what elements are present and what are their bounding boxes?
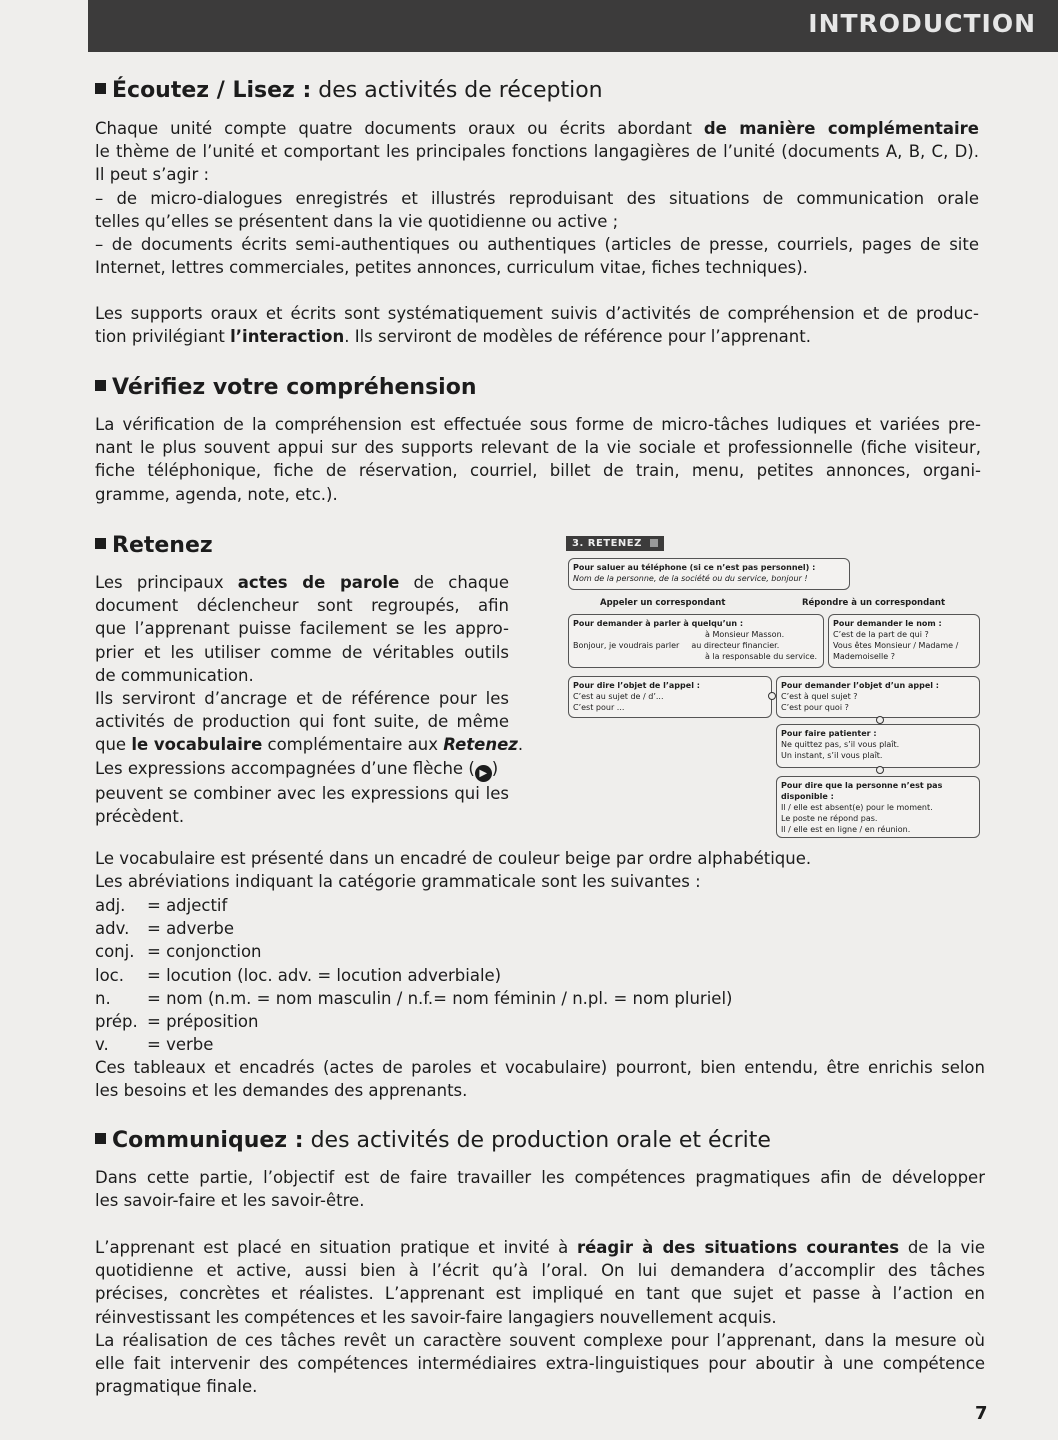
text-line: Le vocabulaire est présenté dans un encadré de couleur beige par ordre alphabétique. bbox=[95, 849, 812, 868]
figure-box-greeting: Pour saluer au téléphone (si ce n’est pas personnel) : Nom de la personne, de la société ou du service, bonjour ! bbox=[568, 558, 850, 590]
abbreviation-row: adj. = adjectif bbox=[95, 896, 228, 915]
paragraph-communiquez-1 bbox=[95, 1166, 985, 1212]
text-line: Les expressions accompagnées d’une flèche ( ▶ ) bbox=[95, 757, 509, 782]
heading-ecoutez: Écoutez / Lisez : des activités de réception bbox=[95, 78, 603, 103]
figure-box-call-purpose: Pour dire l’objet de l’appel : C’est au sujet de / d’... C’est pour ... bbox=[568, 676, 772, 718]
connector-dot bbox=[876, 716, 884, 724]
heading-retenez: Retenez bbox=[95, 533, 213, 558]
heading-communiquez: Communiquez : des activités de production orale et écrite bbox=[95, 1128, 771, 1153]
paragraph-retenez-1 bbox=[95, 571, 524, 828]
text-line: Dans cette partie, l’objectif est de faire travailler les compétences pragmatiques afin de développer bbox=[95, 1168, 985, 1187]
abbreviation-row: v. = verbe bbox=[95, 1035, 214, 1055]
abbreviation-row: adv. = adverbe bbox=[95, 919, 234, 939]
paragraph-retenez-3 bbox=[95, 1056, 985, 1102]
text-line: que le vocabulaire complémentaire aux Retenez. bbox=[95, 735, 524, 755]
text-line: de communication. bbox=[95, 665, 254, 685]
paragraph-communiquez-2 bbox=[95, 1236, 985, 1398]
text-line: Les principaux actes de parole de chaque bbox=[95, 573, 509, 592]
square-bullet-icon bbox=[95, 83, 106, 94]
text-line: pragmatique finale. bbox=[95, 1377, 258, 1397]
text-line: que l’apprenant puisse facilement se les appro- bbox=[95, 619, 509, 639]
abbreviation-row: prép. = préposition bbox=[95, 1012, 259, 1032]
retenez-example-figure bbox=[566, 536, 982, 842]
figure-caption-right: Répondre à un correspondant bbox=[802, 598, 946, 608]
text-line: – de micro-dialogues enregistrés et illustrés reproduisant des situations de communication orale bbox=[95, 188, 979, 208]
text-line: précises, concrètes et réalistes. L’apprenant est impliqué en tant que sujet et passe à l’action en bbox=[95, 1284, 985, 1304]
square-bullet-icon bbox=[95, 538, 106, 549]
text-line: La réalisation de ces tâches revêt un caractère souvent complexe pour l’apprenant, dans la mesure où bbox=[95, 1330, 985, 1350]
text-line: La vérification de la compréhension est effectuée sous forme de micro-tâches ludiques et variées pre- bbox=[95, 415, 981, 434]
figure-box-ask-purpose: Pour demander l’objet d’un appel : C’est à quel sujet ? C’est pour quoi ? bbox=[776, 676, 980, 718]
text-line: telles qu’elles se présentent dans la vie quotidienne ou active ; bbox=[95, 211, 619, 231]
paragraph-ecoutez-1 bbox=[95, 117, 979, 279]
abbreviation-row: n. = nom (n.m. = nom masculin / n.f.= nom féminin / n.pl. = nom pluriel) bbox=[95, 988, 733, 1008]
text-line: quotidienne et active, aussi bien à l’écrit qu’à l’oral. On lui demandera d’accomplir des tâches bbox=[95, 1261, 985, 1281]
text-line: Ces tableaux et encadrés (actes de paroles et vocabulaire) pourront, bien entendu, être enrichis selon bbox=[95, 1058, 985, 1077]
text-line: elle fait intervenir des compétences intermédiaires extra-linguistiques pour aboutir à une compétence bbox=[95, 1354, 985, 1374]
figure-box-ask-to-speak: Pour demander à parler à quelqu’un : à Monsieur Masson. Bonjour, je voudrais parler au directeur financier. à la responsable du service. bbox=[568, 614, 824, 668]
figure-box-hold: Pour faire patienter : Ne quittez pas, s’il vous plaît. Un instant, s’il vous plaît. bbox=[776, 724, 980, 768]
text-line: prier et les utiliser comme de véritables outils bbox=[95, 642, 509, 662]
text-line: nant le plus souvent appui sur des supports relevant de la vie sociale et professionnelle (fiche visiteur, bbox=[95, 438, 981, 458]
arrow-right-circle-icon: ▶ bbox=[475, 765, 492, 782]
text-line: Bonjour, je voudrais parler au directeur financier. bbox=[573, 641, 780, 650]
abbreviation-row: conj. = conjonction bbox=[95, 942, 262, 962]
text-line: Les supports oraux et écrits sont systématiquement suivis d’activités de compréhension et de produc- bbox=[95, 304, 979, 323]
text-line: fiche téléphonique, fiche de réservation, courriel, billet de train, menu, petites annonces, organi- bbox=[95, 461, 981, 481]
text-line: Internet, lettres commerciales, petites annonces, curriculum vitae, fiches techniques). bbox=[95, 258, 808, 278]
figure-box-ask-name: Pour demander le nom : C’est de la part de qui ? Vous êtes Monsieur / Madame / Mademoiselle ? bbox=[828, 614, 980, 668]
square-bullet-icon bbox=[95, 1133, 106, 1144]
figure-box-unavailable: Pour dire que la personne n’est pas disponible : Il / elle est absent(e) pour le moment. Le poste ne répond pas. Il / elle est en ligne / en réunion. bbox=[776, 776, 980, 838]
text-line: document déclencheur sont regroupés, afin bbox=[95, 596, 509, 616]
abbreviation-row: loc. = locution (loc. adv. = locution adverbiale) bbox=[95, 965, 502, 985]
connector-dot bbox=[768, 692, 776, 700]
figure-caption-left: Appeler un correspondant bbox=[600, 598, 726, 608]
square-icon bbox=[650, 539, 658, 547]
paragraph-ecoutez-2 bbox=[95, 302, 979, 348]
text-line: tion privilégiant l’interaction. Ils serviront de modèles de référence pour l’apprenant. bbox=[95, 327, 811, 347]
heading-verifiez: Vérifiez votre compréhension bbox=[95, 375, 476, 400]
square-bullet-icon bbox=[95, 380, 106, 391]
abbreviation-list bbox=[95, 894, 981, 1056]
header-bar bbox=[88, 0, 1058, 52]
paragraph-verifiez bbox=[95, 413, 981, 506]
paragraph-retenez-2 bbox=[95, 847, 981, 893]
text-line: le thème de l’unité et comportant les principales fonctions langagières de l’unité (documents A, B, C, D). bbox=[95, 142, 979, 162]
text-line: les savoir-faire et les savoir-être. bbox=[95, 1191, 365, 1211]
text-line: les besoins et les demandes des apprenants. bbox=[95, 1081, 468, 1101]
text-line: – de documents écrits semi-authentiques ou authentiques (articles de presse, courriels, pages de site bbox=[95, 235, 979, 255]
text-line: Il peut s’agir : bbox=[95, 165, 210, 185]
text-line: Ils serviront d’ancrage et de référence pour les bbox=[95, 689, 509, 709]
retenez-tag: 3. RETENEZ bbox=[566, 536, 664, 551]
text-line: réinvestissant les compétences et les savoir-faire langagiers nouvellement acquis. bbox=[95, 1307, 777, 1327]
connector-dot bbox=[876, 766, 884, 774]
text-line: Les abréviations indiquant la catégorie grammaticale sont les suivantes : bbox=[95, 872, 701, 892]
text-line: activités de production qui font suite, de même bbox=[95, 712, 509, 732]
text-line: Chaque unité compte quatre documents oraux ou écrits abordant de manière complémentaire bbox=[95, 119, 979, 138]
page-number: 7 bbox=[975, 1403, 988, 1424]
text-line: gramme, agenda, note, etc.). bbox=[95, 484, 338, 504]
page-title: INTRODUCTION bbox=[808, 9, 1036, 38]
text-line: L’apprenant est placé en situation pratique et invité à réagir à des situations courantes de la vie bbox=[95, 1238, 985, 1257]
text-line: peuvent se combiner avec les expressions qui les bbox=[95, 783, 509, 803]
text-line: précèdent. bbox=[95, 806, 185, 826]
